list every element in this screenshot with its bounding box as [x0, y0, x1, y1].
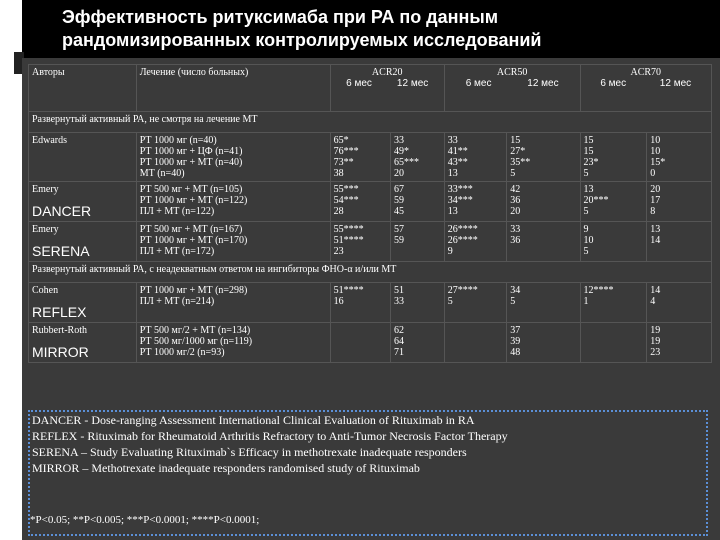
author-cell [29, 133, 137, 182]
left-white-strip [0, 0, 22, 540]
acr70-12-cell [647, 133, 712, 182]
acr20-6-cell-value: 51**** [333, 235, 364, 246]
treatment-cell-value: ПЛ + МТ (n=122) [139, 206, 215, 217]
treatment-cell-value: ПЛ + МТ (n=214) [139, 296, 215, 307]
treatment-cell-value: ПЛ + МТ (n=172) [139, 246, 215, 257]
acr50-12-cell [507, 222, 580, 262]
acr70-6-cell [580, 323, 647, 363]
acr50-12-cell-value: 34 [510, 285, 521, 296]
treatment-cell-value: РТ 1000 мг + МТ (n=122) [139, 195, 248, 206]
definition-line: MIRROR – Methotrexate inadequate responders randomised study of Rituximab [32, 461, 420, 475]
acr20-12-cell-value: 71 [393, 347, 404, 358]
study-name: SERENA [32, 243, 90, 259]
acr70-12-cell-value: 19 [650, 336, 661, 347]
acr20-6-cell-value: 65* [333, 135, 349, 146]
acr70-6-cell-value: 23* [583, 157, 599, 168]
acr50-6-cell-value: 33 [447, 135, 458, 146]
acr50-6-cell-value: 9 [447, 246, 453, 257]
acr20-12-cell-value: 62 [393, 325, 404, 336]
acr70-6-cell-value: 5 [583, 246, 589, 257]
acr50-6-cell-value: 26**** [447, 235, 478, 246]
acr20-6-cell-value: 28 [333, 206, 344, 217]
acr70-6-cell [580, 283, 647, 323]
header-authors: Авторы [29, 65, 137, 112]
acr20-12-cell-value: 57 [393, 224, 404, 235]
acr70-6-cell-value: 15 [583, 146, 594, 157]
acr70-12-cell-value: 0 [650, 168, 656, 179]
definition-line: DANCER - Dose-ranging Assessment International Clinical Evaluation of Rituximab in RA [32, 413, 475, 427]
author-name: Cohen [32, 285, 59, 296]
acr70-12-cell-value: 23 [650, 347, 661, 358]
treatment-cell [136, 283, 330, 323]
acr50-12-cell-value: 27* [510, 146, 526, 157]
acr50-12-cell-value: 37 [510, 325, 521, 336]
acr50-12-cell-value: 48 [510, 347, 521, 358]
acr20-12-cell-value: 33 [393, 296, 404, 307]
acr20-12-cell-value: 33 [393, 135, 404, 146]
acr50-6-cell [444, 323, 506, 363]
acr50-12-cell [507, 323, 580, 363]
acr20-12-cell-value: 59 [393, 235, 404, 246]
study-name: MIRROR [32, 344, 89, 360]
acr70-12-cell [647, 323, 712, 363]
table-header-row [29, 65, 712, 112]
acr50-12-cell-value: 39 [510, 336, 521, 347]
acr70-6-cell-value: 15 [583, 135, 594, 146]
acr20-12-cell [390, 323, 444, 363]
acr20-12-cell-value: 49* [393, 146, 409, 157]
acr50-6-cell-value: 27**** [447, 285, 478, 296]
acr50-6-cell-value: 34*** [447, 195, 473, 206]
acr20-6-cell-value: 73** [333, 157, 354, 168]
header-acr50 [444, 65, 580, 112]
acr50-6-cell-value: 5 [447, 296, 453, 307]
section-row [29, 262, 712, 283]
acr50-label: ACR50 [496, 67, 528, 78]
table-row [29, 283, 712, 323]
acr50-6-cell-value: 26**** [447, 224, 478, 235]
section-row [29, 112, 712, 133]
acr70-12-cell-value: 14 [650, 235, 661, 246]
acr20-6-cell [330, 133, 390, 182]
author-name: Edwards [32, 135, 67, 146]
table-row [29, 323, 712, 363]
definition-line: SERENA – Study Evaluating Rituximab`s Efficacy in methotrexate inadequate responders [32, 445, 467, 459]
acr50-6-cell-value: 33*** [447, 184, 473, 195]
acr20-12m-label: 12 мес [396, 78, 429, 89]
section-label: Развернутый активный РА, не смотря на лечение МТ [29, 112, 712, 133]
acr50-6-cell [444, 222, 506, 262]
acr50-6m-label: 6 мес [465, 78, 492, 89]
author-cell [29, 182, 137, 222]
acr20-12-cell [390, 283, 444, 323]
treatment-cell-value: РТ 500 мг + МТ (n=105) [139, 184, 243, 195]
acr50-12-cell-value: 36 [510, 195, 521, 206]
acr20-12-cell [390, 133, 444, 182]
treatment-cell [136, 222, 330, 262]
acr50-12-cell-value: 35** [510, 157, 531, 168]
acr20-label: ACR20 [371, 67, 403, 78]
author-cell [29, 323, 137, 363]
author-cell [29, 222, 137, 262]
acr50-12-cell-value: 5 [510, 296, 516, 307]
acr20-6-cell-value: 16 [333, 296, 344, 307]
treatment-cell-value: МТ (n=40) [139, 168, 185, 179]
treatment-cell [136, 323, 330, 363]
acr50-12m-label: 12 мес [527, 78, 559, 89]
acr50-6-cell [444, 283, 506, 323]
acr70-6-cell-value: 5 [583, 206, 589, 217]
treatment-cell-value: РТ 1000 мг + МТ (n=170) [139, 235, 248, 246]
acr20-6-cell-value: 38 [333, 168, 344, 179]
acr70-label: ACR70 [630, 67, 662, 78]
study-name: DANCER [32, 203, 92, 219]
acr70-12-cell [647, 182, 712, 222]
treatment-cell [136, 133, 330, 182]
acr50-6-cell-value: 43** [447, 157, 468, 168]
acr20-6-cell-value: 55**** [333, 224, 364, 235]
acr50-6-cell-value: 41** [447, 146, 468, 157]
header-acr20 [330, 65, 444, 112]
acr20-12-cell-value: 67 [393, 184, 404, 195]
acr70-6-cell-value: 13 [583, 184, 594, 195]
table-row [29, 182, 712, 222]
acr20-12-cell-value: 64 [393, 336, 404, 347]
acr70-12-cell [647, 222, 712, 262]
p-value-legend: *P<0.05; **P<0.005; ***P<0.0001; ****P<0.0001; [30, 514, 260, 526]
acr50-12-cell [507, 283, 580, 323]
acr70-12-cell-value: 20 [650, 184, 661, 195]
acr50-12-cell-value: 15 [510, 135, 521, 146]
acr70-12-cell-value: 19 [650, 325, 661, 336]
acr50-12-cell-value: 33 [510, 224, 521, 235]
acr20-12-cell [390, 222, 444, 262]
acr20-6-cell-value: 54*** [333, 195, 359, 206]
acr70-6-cell [580, 182, 647, 222]
acr20-6-cell [330, 182, 390, 222]
acr70-12-cell-value: 4 [650, 296, 656, 307]
author-name: Rubbert-Roth [32, 325, 87, 336]
acr20-6m-label: 6 мес [346, 78, 372, 89]
acr70-12-cell-value: 17 [650, 195, 661, 206]
acr70-6-cell-value: 20*** [583, 195, 609, 206]
acr70-6-cell-value: 5 [583, 168, 589, 179]
acr50-12-cell-value: 42 [510, 184, 521, 195]
author-name: Emery [32, 184, 59, 195]
treatment-cell-value: РТ 500 мг/2 + МТ (n=134) [139, 325, 251, 336]
acr70-12-cell-value: 10 [650, 146, 661, 157]
treatment-cell-value: РТ 500 мг/1000 мг (n=119) [139, 336, 253, 347]
acr50-6-cell [444, 133, 506, 182]
header-acr70 [580, 65, 711, 112]
acr70-12-cell-value: 13 [650, 224, 661, 235]
treatment-cell-value: РТ 1000 мг/2 (n=93) [139, 347, 225, 358]
author-name: Emery [32, 224, 59, 235]
treatment-cell [136, 182, 330, 222]
treatment-cell-value: РТ 500 мг + МТ (n=167) [139, 224, 243, 235]
header-treatment: Лечение (число больных) [136, 65, 330, 112]
acr70-12-cell-value: 8 [650, 206, 656, 217]
table-row [29, 133, 712, 182]
acr50-12-cell-value: 36 [510, 235, 521, 246]
acr20-6-cell [330, 323, 390, 363]
acr20-12-cell-value: 20 [393, 168, 404, 179]
treatment-cell-value: РТ 1000 мг + ЦФ (n=41) [139, 146, 243, 157]
author-cell [29, 283, 137, 323]
acr70-6-cell-value: 12**** [583, 285, 614, 296]
treatment-cell-value: РТ 1000 мг + МТ (n=40) [139, 157, 243, 168]
acr70-6-cell-value: 10 [583, 235, 594, 246]
section-label: Развернутый активный РА, с неадекватным ответом на ингибиторы ФНО-α и/или МТ [29, 262, 712, 283]
treatment-cell-value: РТ 1000 мг (n=40) [139, 135, 217, 146]
treatment-cell-value: РТ 1000 мг + МТ (n=298) [139, 285, 248, 296]
acr20-6-cell [330, 222, 390, 262]
acr20-6-cell-value: 51**** [333, 285, 364, 296]
acr50-12-cell-value: 5 [510, 168, 516, 179]
acr70-6m-label: 6 мес [600, 78, 627, 89]
acr50-12-cell [507, 133, 580, 182]
acr20-6-cell-value: 55*** [333, 184, 359, 195]
acr70-6-cell-value: 9 [583, 224, 589, 235]
acr70-6-cell-value: 1 [583, 296, 589, 307]
acr20-12-cell-value: 59 [393, 195, 404, 206]
table-row [29, 222, 712, 262]
acr70-6-cell [580, 222, 647, 262]
acr70-12m-label: 12 мес [659, 78, 692, 89]
acr70-12-cell-value: 15* [650, 157, 666, 168]
acr70-12-cell-value: 10 [650, 135, 661, 146]
acr20-12-cell-value: 65*** [393, 157, 419, 168]
results-table [28, 64, 712, 363]
acr20-12-cell-value: 45 [393, 206, 404, 217]
page-title: Эффективность ритуксимаба при РА по данным рандомизированных контролируемых исследований [62, 7, 542, 50]
acr20-6-cell [330, 283, 390, 323]
acr50-12-cell [507, 182, 580, 222]
definition-line: REFLEX - Rituximab for Rheumatoid Arthritis Refractory to Anti-Tumor Necrosis Factor Therapy [32, 429, 508, 443]
acr70-12-cell-value: 14 [650, 285, 661, 296]
acr50-6-cell-value: 13 [447, 206, 458, 217]
acr70-6-cell [580, 133, 647, 182]
acr50-6-cell-value: 13 [447, 168, 458, 179]
acr20-6-cell-value: 76*** [333, 146, 359, 157]
acr50-12-cell-value: 20 [510, 206, 521, 217]
acr70-12-cell [647, 283, 712, 323]
acr50-6-cell [444, 182, 506, 222]
acr20-12-cell-value: 51 [393, 285, 404, 296]
acr20-12-cell [390, 182, 444, 222]
study-name: REFLEX [32, 304, 87, 320]
acr20-6-cell-value: 23 [333, 246, 344, 257]
